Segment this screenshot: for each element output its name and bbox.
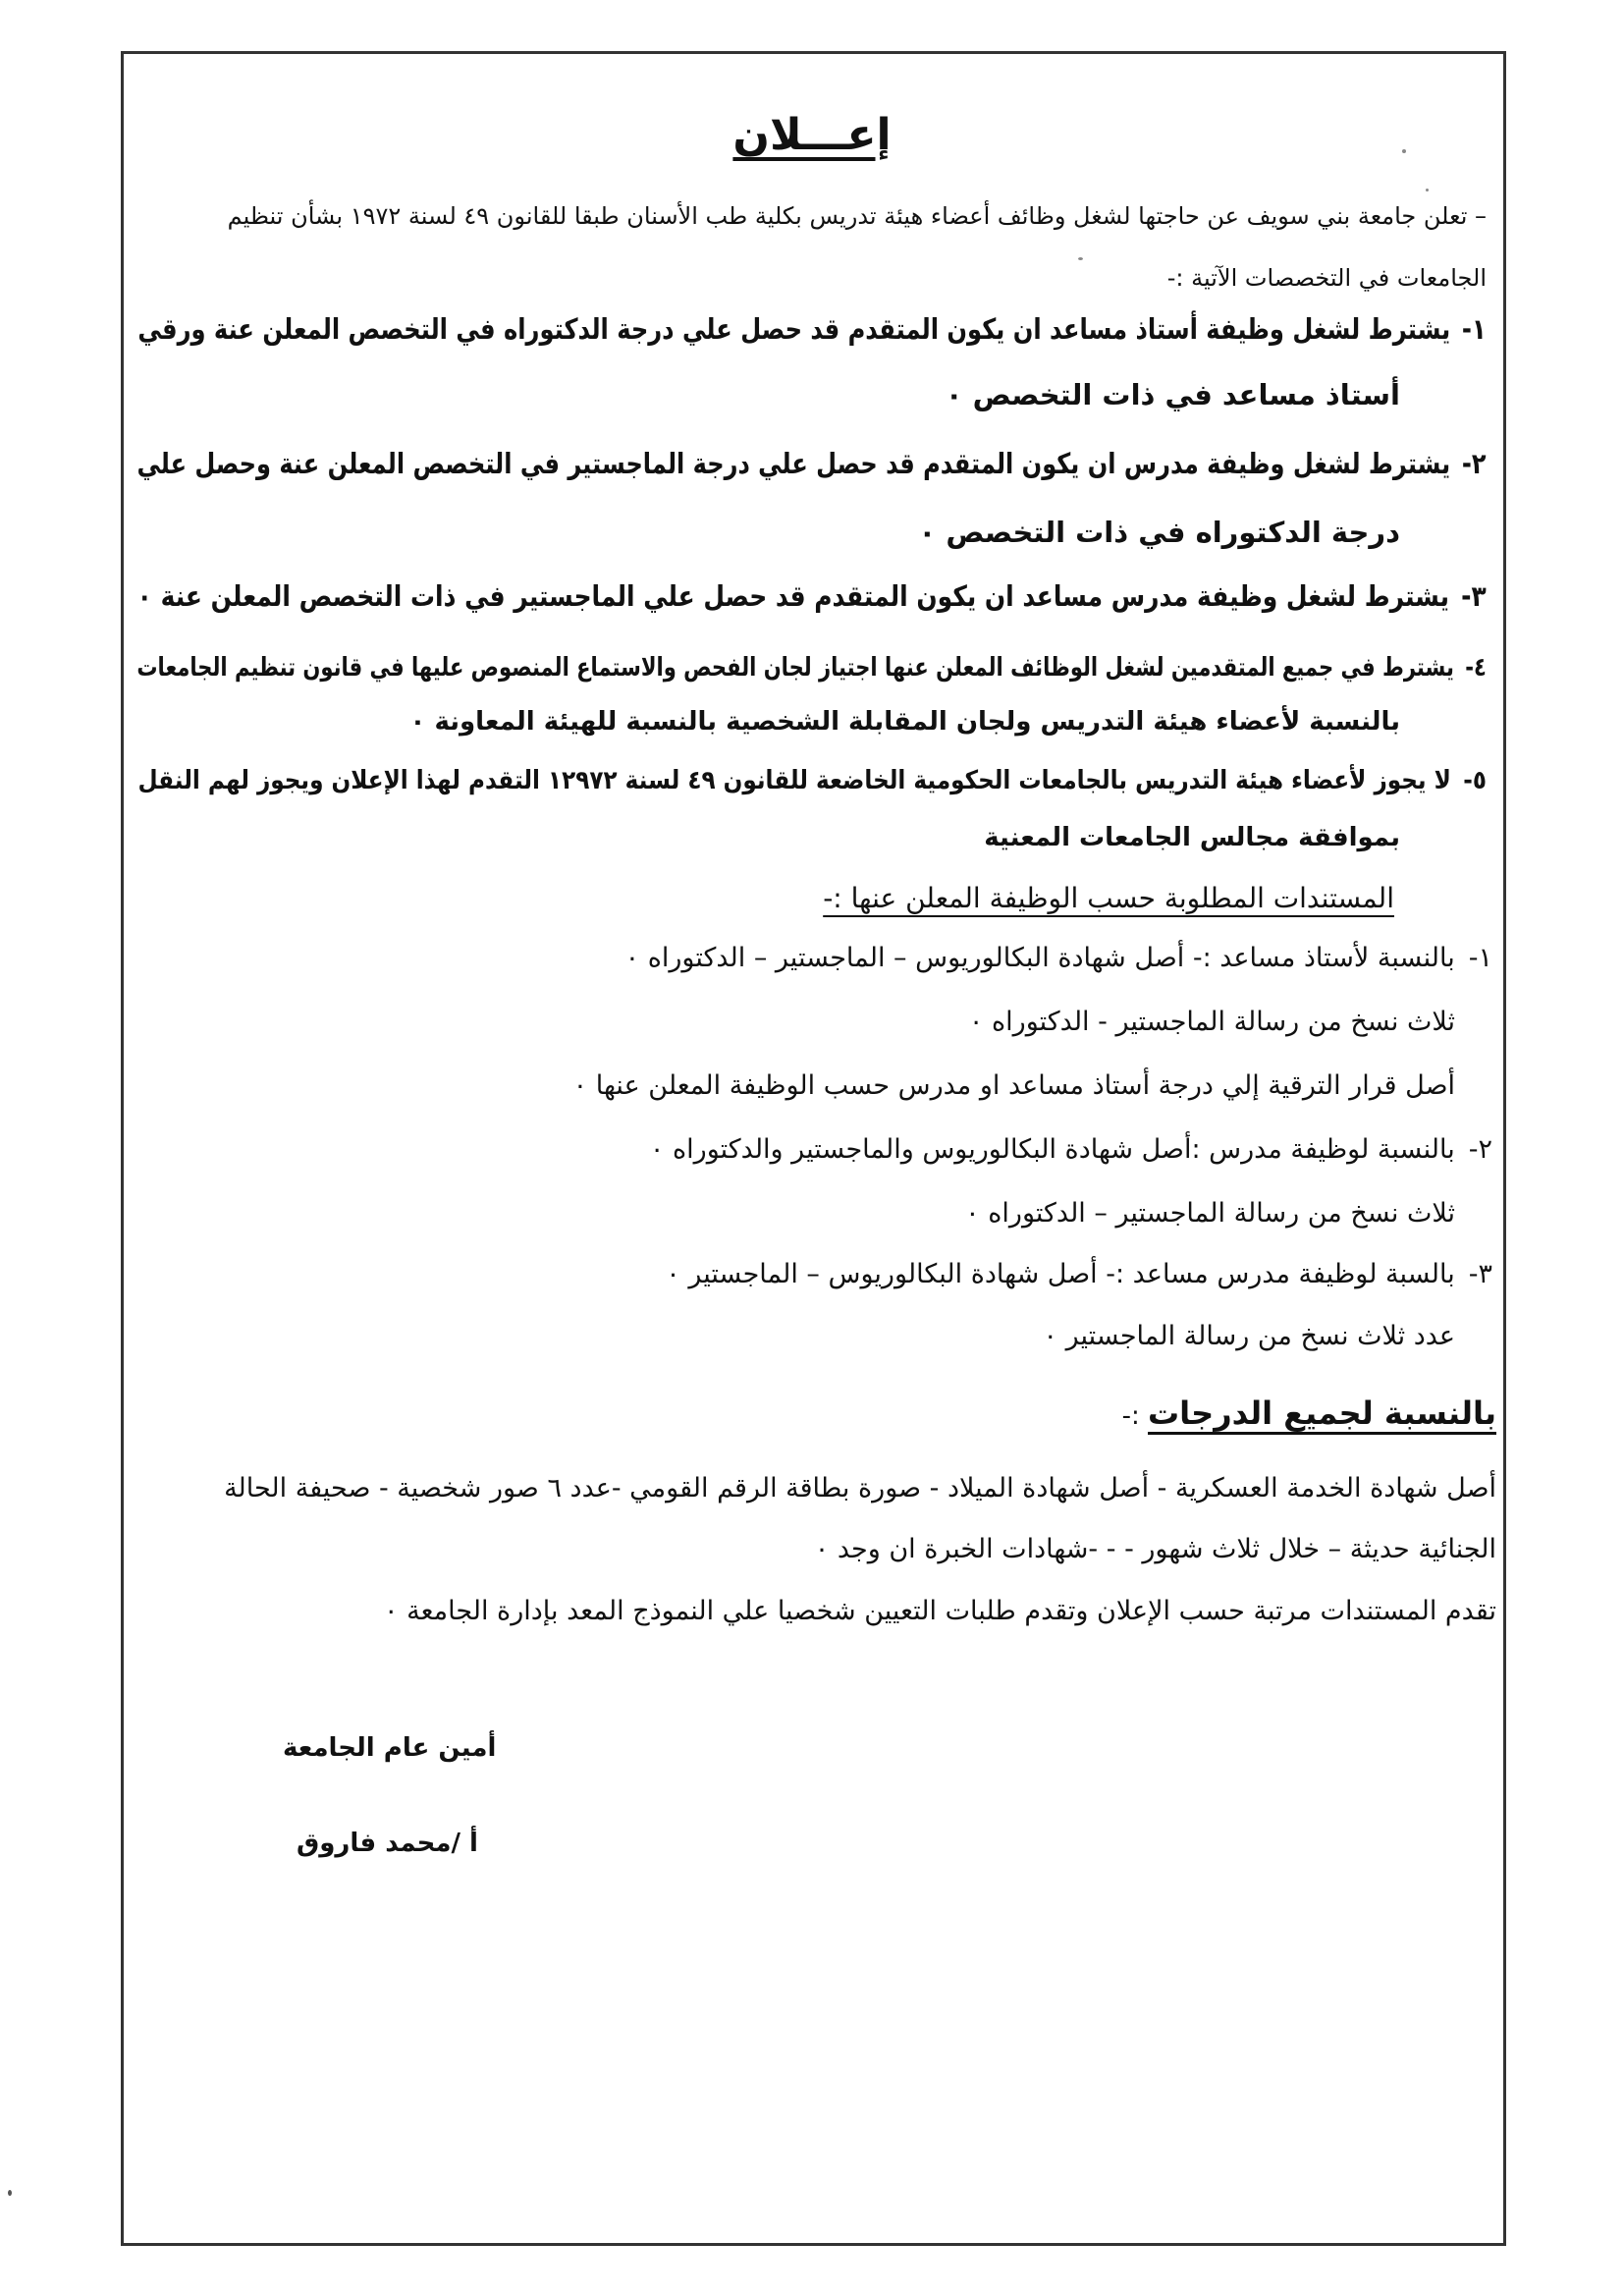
documents-1-line-2: ثلاث نسخ من رسالة الماجستير - الدكتوراه ٠ [968,1007,1455,1037]
condition-text: يشترط في جميع المتقدمين لشغل الوظائف المعلن عنها اجتياز لجان الفحص والاستماع المنصوص عليها في قانون تنظيم الجامعات [136,653,1455,683]
condition-4 [137,653,1487,683]
document-number: ٣- [1468,1259,1492,1289]
documents-3 [666,1259,1492,1289]
condition-1 [138,312,1487,346]
document-number: ٢- [1468,1134,1492,1165]
documents-3-line-2: عدد ثلاث نسخ من رسالة الماجستير ٠ [1043,1321,1455,1351]
documents-1 [625,943,1492,973]
all-degrees-heading: بالنسبة لجميع الدرجات [1148,1394,1496,1432]
document-text: بالنسبة لوظيفة مدرس :أصل شهادة البكالوريوس والماجستير والدكتوراه ٠ [649,1134,1455,1165]
scan-speck [1426,189,1429,191]
documents-1-line-3: أصل قرار الترقية إلي درجة أستاذ مساعد او مدرس حسب الوظيفة المعلن عنها ٠ [572,1070,1455,1101]
signature-role: أمين عام الجامعة [283,1733,497,1763]
condition-4-continued: بالنسبة لأعضاء هيئة التدريس ولجان المقابلة الشخصية بالنسبة للهيئة المعاونة ٠ [409,707,1400,737]
all-degrees-line-3: تقدم المستندات مرتبة حسب الإعلان وتقدم طلبات التعيين شخصيا علي النموذج المعد بإدارة الجامعة ٠ [384,1596,1496,1626]
all-degrees-heading-suffix: :- [1121,1401,1148,1431]
condition-number: ٥- [1463,766,1487,795]
condition-text: يشترط لشغل وظيفة مدرس مساعد ان يكون المتقدم قد حصل علي الماجستير في ذات التخصص المعلن عنة ٠ [137,579,1450,613]
document-text: بالسبة لوظيفة مدرس مساعد :- أصل شهادة البكالوريوس – الماجستير ٠ [666,1259,1455,1289]
condition-2-continued: درجة الدكتوراه في ذات التخصص ٠ [918,516,1400,549]
condition-5-continued: بموافقة مجالس الجامعات المعنية [984,823,1400,852]
condition-number: ٢- [1462,447,1487,480]
intro-line-1: – تعلن جامعة بني سويف عن حاجتها لشغل وظائف أعضاء هيئة تدريس بكلية طب الأسنان طبقا للقانون ٤٩ لسنة ١٩٧٢ بشأن تنظيم [227,202,1487,230]
condition-5 [137,766,1487,795]
condition-number: ٣- [1461,579,1487,613]
condition-2 [137,447,1487,480]
all-degrees-line-2: الجنائية حديثة – خلال ثلاث شهور - - -شهادات الخبرة ان وجد ٠ [814,1534,1496,1564]
scan-speck [1078,257,1083,260]
scan-speck [8,2190,12,2196]
document-number: ١- [1468,943,1492,973]
condition-number: ٤- [1465,653,1487,683]
signature-name: أ /محمد فاروق [297,1829,478,1858]
document-text: بالنسبة لأستاذ مساعد :- أصل شهادة البكالوريوس – الماجستير – الدكتوراه ٠ [624,943,1455,973]
condition-1-continued: أستاذ مساعد في ذات التخصص ٠ [945,378,1400,411]
intro-line-2: الجامعات في التخصصات الآتية :- [1166,264,1487,292]
all-degrees-heading-row [1122,1394,1496,1432]
condition-3 [137,579,1487,613]
documents-heading: المستندات المطلوبة حسب الوظيفة المعلن عنها :- [823,882,1394,914]
condition-text: لا يجوز لأعضاء هيئة التدريس بالجامعات الحكومية الخاضعة للقانون ٤٩ لسنة ١٢٩٧٢ التقدم لهذا الإعلان ويجوز لهم النقل [137,766,1451,795]
condition-text: يشترط لشغل وظيفة أستاذ مساعد ان يكون المتقدم قد حصل علي درجة الدكتوراه في التخصص المعلن عنة ورقي [137,312,1451,346]
condition-text: يشترط لشغل وظيفة مدرس ان يكون المتقدم قد حصل علي درجة الماجستير في التخصص المعلن عنة وحصل علي [136,447,1451,480]
condition-number: ١- [1462,312,1487,346]
all-degrees-line-1: أصل شهادة الخدمة العسكرية - أصل شهادة الميلاد - صورة بطاقة الرقم القومي -عدد ٦ صور شخصية - صحيفة الحالة [224,1473,1496,1503]
documents-2-line-2: ثلاث نسخ من رسالة الماجستير – الدكتوراه ٠ [965,1198,1455,1229]
announcement-title: إعـــلان [732,110,892,160]
documents-2 [650,1134,1492,1165]
